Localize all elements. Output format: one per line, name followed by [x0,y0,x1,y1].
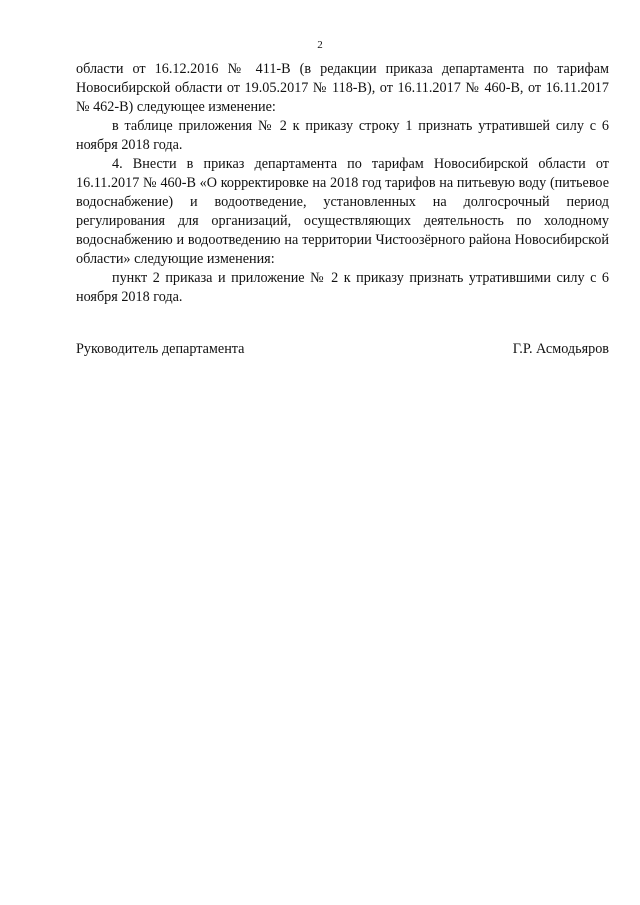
paragraph-continuation: области от 16.12.2016 № 411-В (в редакции приказа департамента по тарифам Новосибирской области от 19.05.2017 № 118-В), от 16.11.2017 № 460-В, от 16.11.2017 № 462-В) следующее изменение: [76,61,609,115]
paragraph-table-amendment: в таблице приложения № 2 к приказу строку 1 признать утратившей силу с 6 ноября 2018 года. [76,118,609,153]
paragraph-repeal: пункт 2 приказа и приложение № 2 к приказу признать утратившими силу с 6 ноября 2018 года. [76,270,609,305]
signature-block [76,340,609,359]
page-number: 2 [317,39,323,51]
signature-name: Г.Р. Асмодьяров [512,341,609,357]
paragraph-item-4: 4. Внести в приказ департамента по тарифам Новосибирской области от 16.11.2017 № 460-В «О корректировке на 2018 год тарифов на питьевую воду (питьевое водоснабжение) и водоотведение, установленных на долгосрочный период регулирования для организаций, осуществляющих деятельность по холодному водоснабжению и водоотведению на территории Чистоозёрного района Новосибирской области» следующие изменения: [76,156,609,267]
document-body [76,60,609,307]
signature-position: Руководитель департамента [76,341,245,357]
